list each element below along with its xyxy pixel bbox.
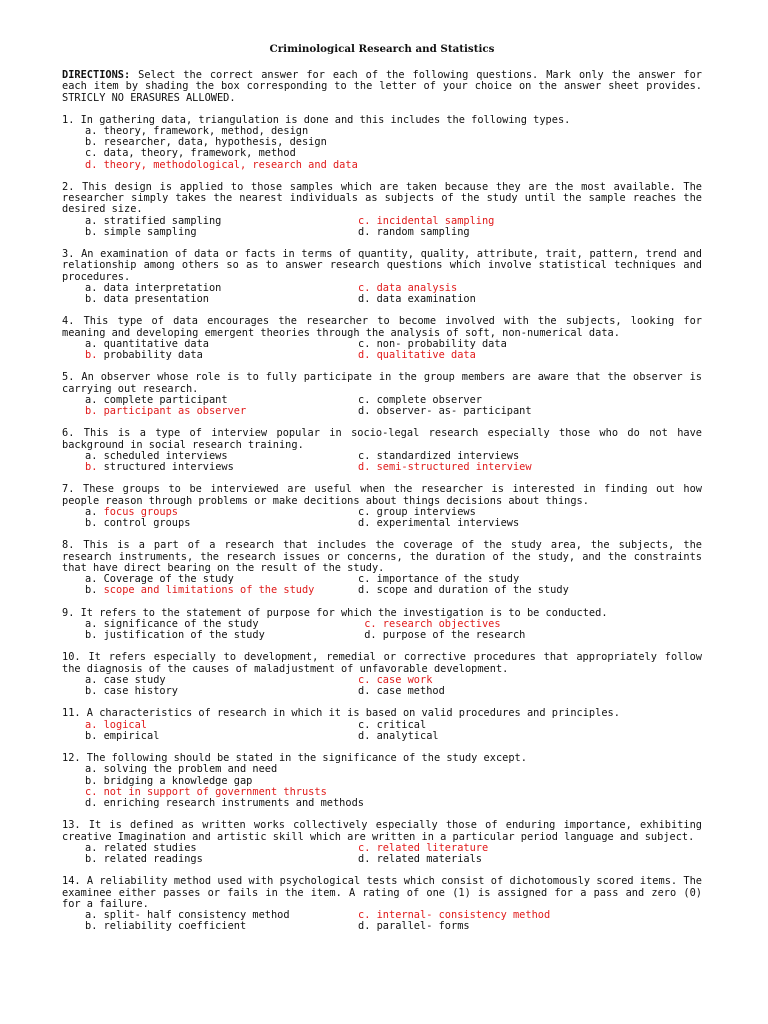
answer-option: d. data examination xyxy=(358,293,476,306)
answer-option: b. reliability coefficient xyxy=(85,920,247,933)
question-stem: 2. This design is applied to those samples which are taken because they are the most available. The researcher simply takes the nearest individuals as subjects of the study until the sample reaches the desired size. xyxy=(62,181,702,216)
question-item xyxy=(62,820,702,865)
option-row xyxy=(62,518,702,529)
directions-label: DIRECTIONS: xyxy=(62,69,131,82)
question-item xyxy=(62,484,702,529)
answer-option: a. significance of the study xyxy=(85,617,259,630)
answer-option: a. Coverage of the study xyxy=(85,573,234,586)
answer-option: a. quantitative data xyxy=(85,337,209,350)
answer-option: c. internal- consistency method xyxy=(358,909,551,922)
answer-option: a. data interpretation xyxy=(85,281,222,294)
answer-option: d. related materials xyxy=(358,853,482,866)
option-row xyxy=(62,854,702,865)
answer-option: c. group interviews xyxy=(358,505,476,518)
answer-option: a. complete participant xyxy=(85,393,228,406)
answer-option: b. scope and limitations of the study xyxy=(85,584,315,597)
answer-option: a. focus groups xyxy=(85,505,179,518)
option-row xyxy=(62,921,702,932)
answer-option: a. solving the problem and need xyxy=(85,763,278,776)
answer-option: c. critical xyxy=(358,718,427,731)
answer-option: c. research objectives xyxy=(358,617,501,630)
exam-page xyxy=(62,44,702,944)
page-title: Criminological Research and Statistics xyxy=(269,43,495,55)
option-row xyxy=(62,630,702,641)
answer-option: d. qualitative data xyxy=(358,349,476,362)
answer-option: c. data analysis xyxy=(358,281,458,294)
answer-option: a. related studies xyxy=(85,841,197,854)
answer-option: c. related literature xyxy=(358,841,489,854)
question-stem: 13. It is defined as written works collectively especially those of enduring importance, exhibiting creative Imagination and artistic skill which are written in a particular period language and subject. xyxy=(62,819,702,843)
question-item xyxy=(62,249,702,305)
answer-option: a. stratified sampling xyxy=(85,214,222,227)
question-item xyxy=(62,372,702,417)
answer-option: c. non- probability data xyxy=(358,337,507,350)
answer-option: d. scope and duration of the study xyxy=(358,584,569,597)
answer-option: d. parallel- forms xyxy=(358,920,470,933)
answer-option: b. empirical xyxy=(85,729,160,742)
question-stem: 7. These groups to be interviewed are useful when the researcher is interested in finding out how people reason through problems or make decitions about things decisions about things. xyxy=(62,483,702,507)
option-row xyxy=(62,350,702,361)
question-stem: 10. It refers especially to development, remedial or corrective procedures that appropriately follow the diagnosis of the causes of maladjustment of unfavorable development. xyxy=(62,651,702,675)
answer-option: d. semi-structured interview xyxy=(358,461,532,474)
question-item xyxy=(62,753,702,809)
question-stem: 8. This is a part of a research that includes the coverage of the study area, the subjects, the research instruments, the research issues or concerns, the duration of the study, and the constraints that have direct bearing on the result of the study. xyxy=(62,539,702,574)
answer-option: b. control groups xyxy=(85,517,191,530)
question-item xyxy=(62,876,702,932)
answer-option: c. data, theory, framework, method xyxy=(85,147,296,160)
option-row xyxy=(62,462,702,473)
answer-option: a. split- half consistency method xyxy=(85,909,290,922)
question-item xyxy=(62,608,702,642)
question-list xyxy=(62,115,702,933)
option-row xyxy=(62,585,702,596)
directions xyxy=(62,70,702,104)
answer-option: c. complete observer xyxy=(358,393,482,406)
answer-option: d. experimental interviews xyxy=(358,517,520,530)
option-row xyxy=(62,406,702,417)
answer-option: b. simple sampling xyxy=(85,225,197,238)
question-item xyxy=(62,540,702,596)
option-row xyxy=(62,227,702,238)
answer-option: d. random sampling xyxy=(358,225,470,238)
answer-option: b. justification of the study xyxy=(85,629,265,642)
answer-option: d. observer- as- participant xyxy=(358,405,532,418)
answer-option: b. structured interviews xyxy=(85,461,234,474)
answer-option: a. case study xyxy=(85,673,166,686)
answer-option: d. case method xyxy=(358,685,445,698)
answer-option: d. purpose of the research xyxy=(358,629,526,642)
question-stem: 5. An observer whose role is to fully participate in the group members are aware that the observer is carrying out research. xyxy=(62,371,702,395)
answer-option: a. theory, framework, method, design xyxy=(85,125,309,138)
question-stem: 9. It refers to the statement of purpose for which the investigation is to be conducted. xyxy=(62,606,608,619)
answer-option: c. not in support of government thrusts xyxy=(85,785,327,798)
answer-option: a. scheduled interviews xyxy=(85,449,228,462)
answer-option: b. bridging a knowledge gap xyxy=(85,774,253,787)
answer-option: b. participant as observer xyxy=(85,405,247,418)
answer-option: c. importance of the study xyxy=(358,573,520,586)
answer-option: d. enriching research instruments and methods xyxy=(85,797,364,810)
answer-option: b. researcher, data, hypothesis, design xyxy=(85,136,327,149)
answer-option: d. analytical xyxy=(358,729,439,742)
answer-option: b. case history xyxy=(85,685,178,698)
answer-option: b. related readings xyxy=(85,853,203,866)
answer-option: a. logical xyxy=(85,718,147,731)
question-stem: 6. This is a type of interview popular in socio-legal research especially those who do not have background in social research training. xyxy=(62,427,702,451)
directions-text: Select the correct answer for each of the following questions. Mark only the answer for each item by shading the box corresponding to the letter of your choice on the answer sheet provides. STRICLY NO ERASURES ALLOWED. xyxy=(62,69,702,104)
answer-option: b. probability data xyxy=(85,349,203,362)
answer-option: c. case work xyxy=(358,673,433,686)
option-row xyxy=(62,294,702,305)
answer-option: d. theory, methodological, research and data xyxy=(85,158,358,171)
question-item xyxy=(62,182,702,238)
question-stem: 4. This type of data encourages the researcher to become involved with the subjects, looking for meaning and developing emergent theories through the analysis of soft, non-numerical data. xyxy=(62,315,702,339)
answer-option: c. incidental sampling xyxy=(358,214,495,227)
answer-option: c. standardized interviews xyxy=(358,449,520,462)
answer-option: b. data presentation xyxy=(85,293,209,306)
question-item xyxy=(62,115,702,171)
question-stem: 12. The following should be stated in the significance of the study except. xyxy=(62,752,527,765)
question-item xyxy=(62,428,702,473)
option-row xyxy=(62,686,702,697)
option-row xyxy=(62,731,702,742)
question-stem: 14. A reliability method used with psychological tests which consist of dichotomously scored items. The examinee either passes or fails in the item. A rating of one (1) is assigned for a pass and zero (0) for a failure. xyxy=(62,875,702,910)
question-item xyxy=(62,652,702,697)
question-stem: 1. In gathering data, triangulation is done and this includes the following types. xyxy=(62,113,571,126)
question-item xyxy=(62,708,702,742)
question-stem: 3. An examination of data or facts in terms of quantity, quality, attribute, trait, pattern, trend and relationship among others so as to answer research questions which involve statistical techniques and procedures. xyxy=(62,248,702,283)
question-stem: 11. A characteristics of research in which it is based on valid procedures and principles. xyxy=(62,707,620,720)
question-item xyxy=(62,316,702,361)
